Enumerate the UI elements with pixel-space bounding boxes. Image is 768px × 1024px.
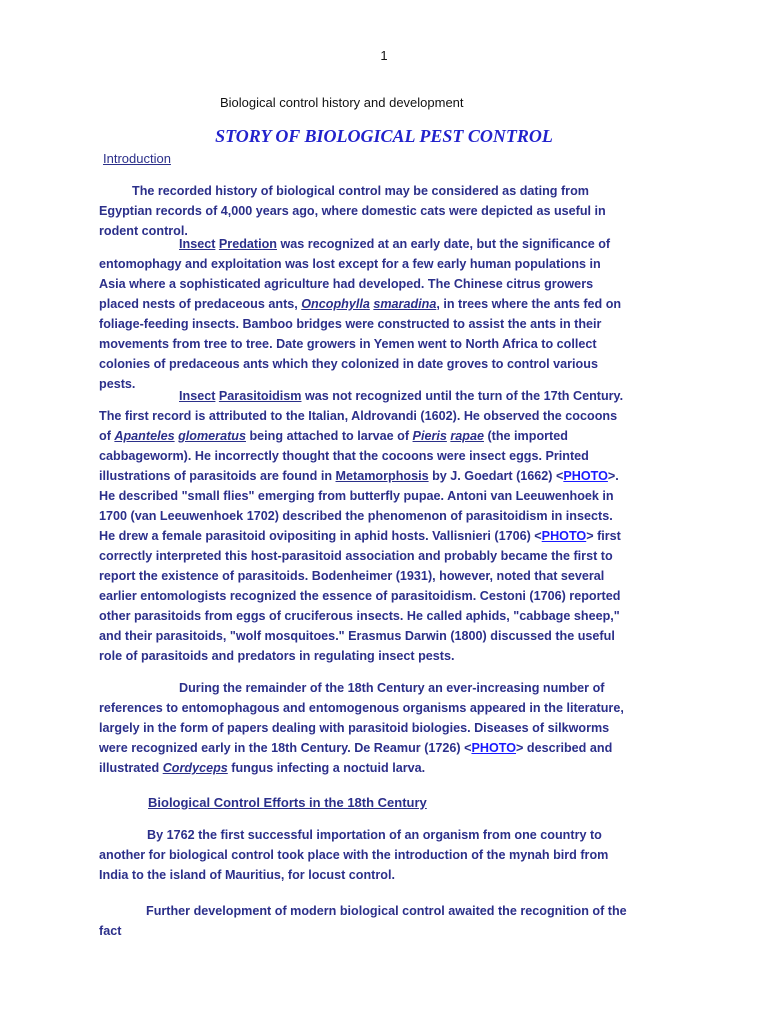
paragraph-text: > first correctly interpreted this host-parasitoid association and probably became the first to report the existence of parasitoids. Bodenheimer (1931), however, noted that several earlier entomologists recognized the essence of parasitoidism. Cestoni (1706) reported other parasitoids from eggs of cruciferous insects. He called aphids, "cabbage sheep," and their parasitoids, "wolf mosquitoes." Erasmus Darwin (1800) discussed the useful role of parasitoids and predators in regulating insect pests. [99, 529, 621, 663]
introduction-heading: Introduction [103, 151, 171, 166]
header-title: Biological control history and development [220, 95, 464, 110]
paragraph-text: >. He described "small flies" emerging from butterfly pupae. Antoni van Leeuwenhoek in 1700 (van Leeuwenhoek 1702) described the phenomenon of parasitoidism in insects. He drew a female parasitoid ovipositing in aphid hosts. Vallisnieri (1706) < [99, 469, 619, 543]
main-title: STORY OF BIOLOGICAL PEST CONTROL [215, 126, 553, 146]
pieris-link[interactable]: Pieris [412, 429, 447, 443]
paragraph-text: fungus infecting a noctuid larva. [227, 761, 426, 775]
photo-link[interactable]: PHOTO [541, 529, 587, 543]
paragraph-text: > described and illustrated [99, 741, 613, 775]
paragraph-text: The recorded history of biological control may be considered as dating from Egyptian records of 4,000 years ago, where domestic cats were depicted as useful in rodent control. [99, 184, 606, 238]
paragraph-further-development [99, 901, 629, 941]
paragraph-text: By 1762 the first successful importation of an organism from one country to another for biological control took place with the introduction of the mynah bird from India to the island of Mauritius, for locust control. [99, 828, 609, 882]
paragraph-text: During the remainder of the 18th Century an ever-increasing number of references to entomophagous and entomogenous organisms appeared in the literature, largely in the form of papers dealing with parasitoid biologies. Diseases of silkworms were recognized early in the 18th Century. De Reamur (1726) < [99, 681, 624, 755]
paragraph-insect-parasitoidism [99, 386, 629, 666]
paragraph-text: by J. Goedart (1662) < [428, 469, 564, 483]
smaradina-link[interactable]: smaradina [373, 297, 437, 311]
rapae-link[interactable]: rapae [450, 429, 484, 443]
section-18th-century-heading: Biological Control Efforts in the 18th Century [148, 795, 427, 810]
paragraph-text: was recognized at an early date, but the significance of entomophagy and exploitation was lost except for a few early human populations in Asia where a sophisticated agriculture had developed. The Chinese citrus growers placed nests of predaceous ants, [99, 237, 611, 311]
oncophylla-link[interactable]: Oncophylla [301, 297, 370, 311]
parasitoidism-link[interactable]: Parasitoidism [218, 389, 302, 403]
paragraph-18th-century [99, 678, 629, 778]
paragraph-text: , in trees where the ants fed on foliage-feeding insects. Bamboo bridges were constructed to assist the ants in their movements from tree to tree. Date growers in Yemen went to North Africa to collect colonies of predaceous ants which they colonized in date groves to control various pests. [99, 297, 622, 391]
insect-link[interactable]: Insect [179, 237, 216, 251]
photo-link[interactable]: PHOTO [471, 741, 517, 755]
paragraph-mynah-bird [99, 825, 629, 885]
photo-link[interactable]: PHOTO [563, 469, 608, 483]
paragraph-text: being attached to larvae of [245, 429, 413, 443]
cordyceps-link[interactable]: Cordyceps [162, 761, 228, 775]
predation-link[interactable]: Predation [218, 237, 277, 251]
apanteles-link[interactable]: Apanteles [114, 429, 175, 443]
paragraph-text: Further development of modern biological control awaited the recognition of the fact [99, 904, 627, 938]
insect-link[interactable]: Insect [179, 389, 216, 403]
paragraph-insect-predation [99, 234, 629, 394]
metamorphosis-link[interactable]: Metamorphosis [335, 469, 429, 483]
page-number: 1 [380, 48, 388, 63]
paragraph-text: (the imported cabbageworm). He incorrectly thought that the cocoons were insect eggs. Printed illustrations of parasitoids are found in [99, 429, 589, 483]
paragraph-egyptian-records [99, 181, 629, 241]
glomeratus-link[interactable]: glomeratus [178, 429, 246, 443]
paragraph-text: was not recognized until the turn of the 17th Century. The first record is attributed to the Italian, Aldrovandi (1602). He observed the cocoons of [99, 389, 624, 443]
